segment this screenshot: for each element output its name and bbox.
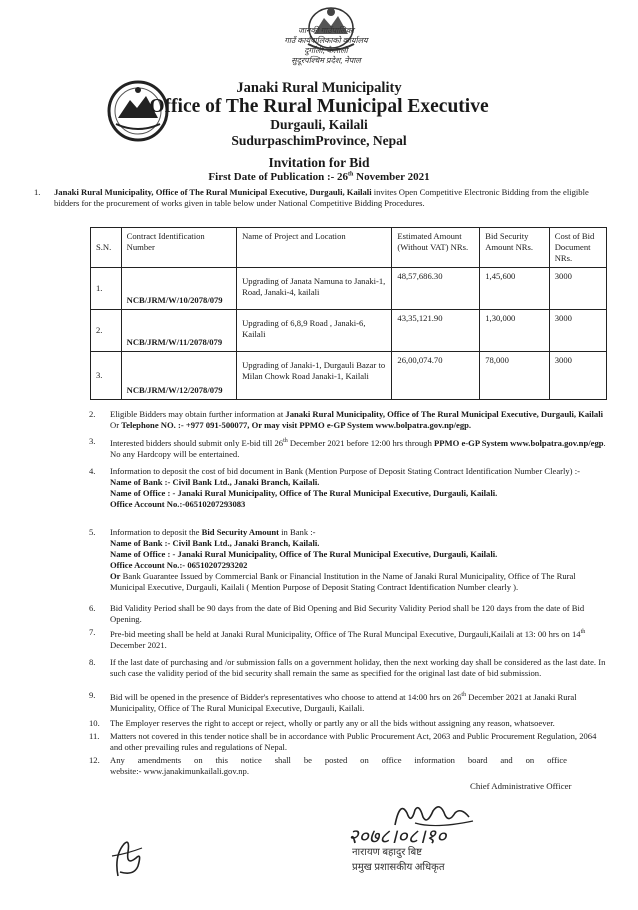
office-name: Office of The Rural Municipal Executive xyxy=(149,96,489,117)
cell-contract-id: NCB/JRM/W/10/2078/079 xyxy=(121,268,236,310)
cell-cost: 3000 xyxy=(549,310,606,352)
cell-contract-id: NCB/JRM/W/11/2078/079 xyxy=(121,310,236,352)
office-location: Durgauli, Kailali xyxy=(270,117,368,132)
item-4-number: 4. xyxy=(89,466,96,476)
item-4-text: Information to deposit the cost of bid document in Bank (Mention Purpose of Deposit Stating Contract Identification Number Clearly) :- Name of Bank :- Civil Bank Ltd., Janaki Branch, Kailali. Name of Office : - Janaki Rural Municipality, Office of The Rural Municipal Executive, Durgauli, Kailali. Office Account No.:-06510207293083 xyxy=(110,466,580,509)
table-row xyxy=(91,268,607,310)
signatory-title: Chief Administrative Officer xyxy=(470,781,572,791)
header-project: Name of Project and Location xyxy=(237,228,392,268)
item-11-number: 11. xyxy=(89,731,100,741)
item-9-number: 9. xyxy=(89,690,96,700)
item-3-text: Interested bidders should submit only E-bid till 26th December 2021 before 12:00 hrs through PPMO e-GP System www.bolpatra.gov.np/egp. No any Hardcopy will be entertained. xyxy=(110,437,606,459)
item-7-number: 7. xyxy=(89,627,96,637)
cell-cost: 3000 xyxy=(549,352,606,400)
cell-sn: 2. xyxy=(91,310,122,352)
signature-date: २०७८।०८।१० xyxy=(348,824,447,848)
cell-security: 1,45,600 xyxy=(480,268,549,310)
cell-security: 78,000 xyxy=(480,352,549,400)
signatory-name-devanagari: नारायण बहादुर बिष्ट प्रमुख प्रशासकीय अधिकृत xyxy=(352,847,445,873)
header-cost: Cost of Bid Document NRs. xyxy=(549,228,606,268)
item-9-text: Bid will be opened in the presence of Bidder's representatives who choose to attend at 14:00 hrs on 26th December 2021 at Janaki Rural Municipality, Office of The Rural Municipal Executive, Durgauli, Kailali. xyxy=(110,691,577,713)
item-2-text: Eligible Bidders may obtain further information at Janaki Rural Municipality, Office of The Rural Municipal Executive, Durgauli, Kailali Or Telephone NO. :- +977 091-500077, Or may visit PPMO e-GP System www.bolpatra.gov.np/egp. xyxy=(110,409,604,430)
item-10-number: 10. xyxy=(89,718,100,728)
cell-estimate: 43,35,121.90 xyxy=(392,310,480,352)
office-province: SudurpaschimProvince, Nepal xyxy=(231,133,407,148)
item-8-number: 8. xyxy=(89,657,96,667)
item-2-number: 2. xyxy=(89,409,96,419)
municipality-name: Janaki Rural Municipality xyxy=(236,80,402,96)
header-contract-id: Contract Identification Number xyxy=(121,228,236,268)
cell-estimate: 26,00,074.70 xyxy=(392,352,480,400)
stamp-line-2: गाउँ कार्यपालिकाको कार्यालय xyxy=(284,36,368,45)
item-8-text: If the last date of purchasing and /or submission falls on a government holiday, then the next working day shall be considered as the last date. In such case the validity period of the bid security shall remain the same as specified for the original last date of bid submission. xyxy=(110,657,606,678)
cell-sn: 3. xyxy=(91,352,122,400)
cell-sn: 1. xyxy=(91,268,122,310)
item-12-text: Any amendments on this notice shall be posted on office information board and on office website:- www.janakimunkailali.gov.np. xyxy=(110,755,580,776)
item-7-text: Pre-bid meeting shall be held at Janaki Rural Municipality, Office of The Rural Muncipal Executive, Durgauli,Kailali at 13: 00 hrs on 14th December 2021. xyxy=(110,628,586,650)
stamp-line-4: सुदूरपश्चिम प्रदेश, नेपाल xyxy=(291,56,361,65)
stamp-line-1: जानकी गाउँपालिका xyxy=(298,26,354,35)
table-header-row xyxy=(91,228,607,268)
header-estimate: Estimated Amount (Without VAT) NRs. xyxy=(392,228,480,268)
item-1-text: Janaki Rural Municipality, Office of The Rural Municipal Executive, Durgauli, Kailali invites Open Competitive Electronic Bidding from the eligible bidders for the procurement of works given in table below under National Competitive Bidding Procedures. xyxy=(54,187,589,208)
table-row xyxy=(91,310,607,352)
item-5-number: 5. xyxy=(89,527,96,537)
item-6-number: 6. xyxy=(89,603,96,613)
item-11-text: Matters not covered in this tender notice shall be in accordance with Public Procurement Act, 2063 and Public Procurement Regulation, 2064 and other prevailing rules and regulations of Nepal. xyxy=(110,731,597,752)
cell-cost: 3000 xyxy=(549,268,606,310)
table-row xyxy=(91,352,607,400)
cell-project: Upgrading of 6,8,9 Road , Janaki-6, Kailali xyxy=(237,310,392,352)
item-3-number: 3. xyxy=(89,436,96,446)
cell-project: Upgrading of Janaki-1, Durgauli Bazar to Milan Chowk Road Janaki-1, Kailali xyxy=(237,352,392,400)
item-1-number: 1. xyxy=(34,187,41,197)
cell-estimate: 48,57,686.30 xyxy=(392,268,480,310)
item-5-text: Information to deposit the Bid Security Amount in Bank :- Name of Bank :- Civil Bank Ltd., Janaki Branch, Kailali. Name of Office : - Janaki Rural Municipality, Office of The Rural Municipal Executive, Durgauli, Kailali. Office Account No.:- 06510207293202 Or Bank Guarantee Issued by Commercial Bank or Financial Institution in the Name of Janaki Rural Municipality, Office of The Rural Municipal Executive, Durgauli, Kailali ( Mention Purpose of Deposit Stating Contract Identification Number clearly ). xyxy=(110,527,576,592)
header-security: Bid Security Amount NRs. xyxy=(480,228,549,268)
cell-project: Upgrading of Janata Namuna to Janaki-1, Road, Janaki-4, kailali xyxy=(237,268,392,310)
header-sn: S.N. xyxy=(91,228,122,268)
cell-security: 1,30,000 xyxy=(480,310,549,352)
item-10-text: The Employer reserves the right to accept or reject, wholly or partly any or all the bids without assigning any reason, whatsoever. xyxy=(110,718,555,728)
stamp-line-3: दुर्गौली, कैलाली xyxy=(304,46,348,55)
item-6-text: Bid Validity Period shall be 90 days from the date of Bid Opening and Bid Security Validity Period shall be 120 days from the date of Bid Opening. xyxy=(110,603,585,624)
item-12-number: 12. xyxy=(89,755,100,765)
initials-signature-image xyxy=(108,836,148,880)
publication-date: First Date of Publication :- 26th November 2021 xyxy=(208,171,430,183)
bid-table xyxy=(90,227,607,400)
cell-contract-id: NCB/JRM/W/12/2078/079 xyxy=(121,352,236,400)
notice-title: Invitation for Bid xyxy=(268,155,370,170)
